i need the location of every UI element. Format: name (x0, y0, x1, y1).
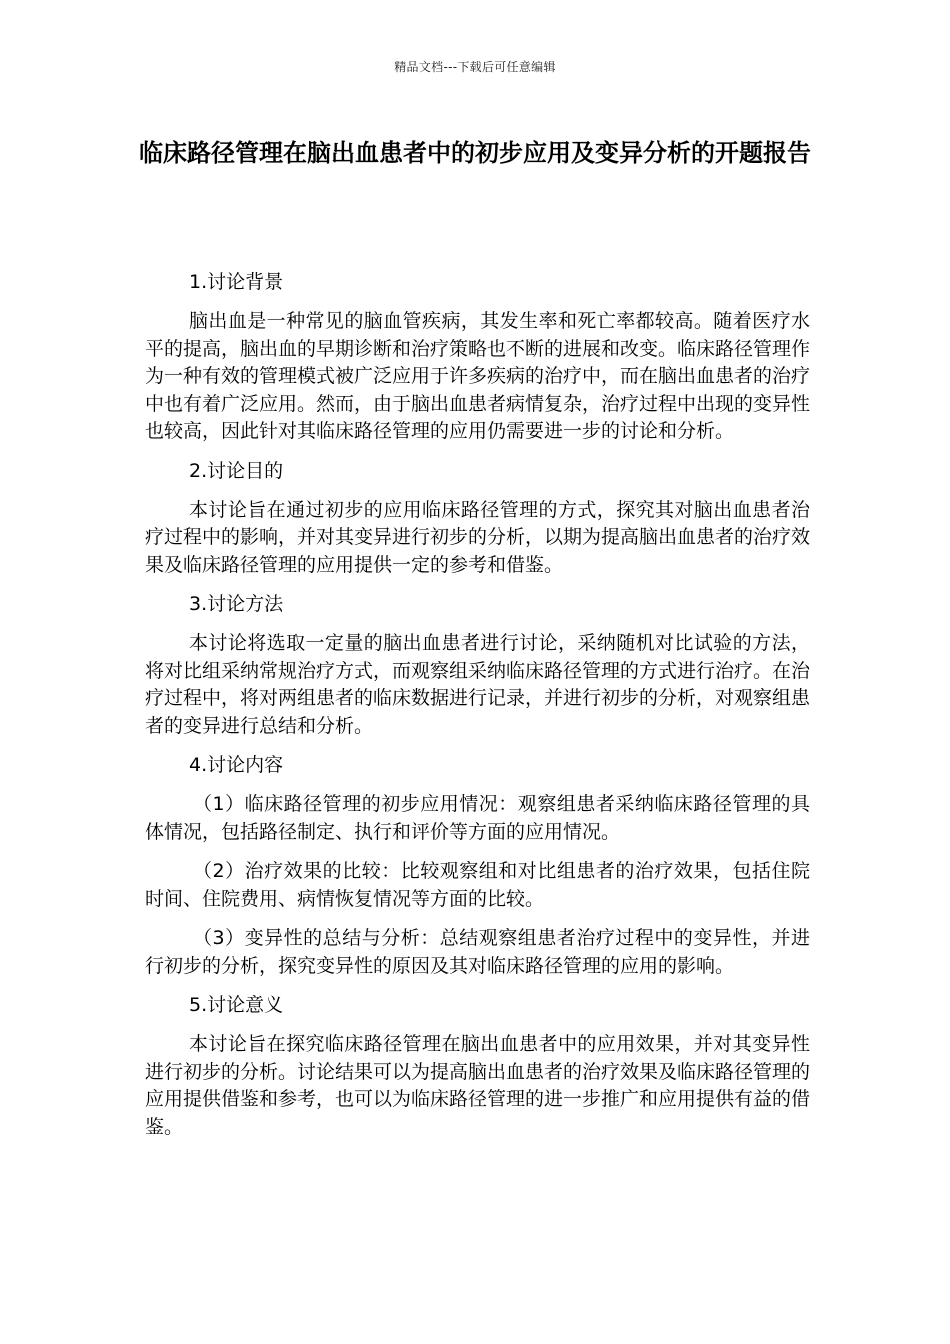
list-item: （3）变异性的总结与分析：总结观察组患者治疗过程中的变异性，并进行初步的分析，探究变异性的原因及其对临床路径管理的应用的影响。 (145, 927, 810, 977)
section-background (145, 269, 810, 446)
section-heading: 4.讨论内容 (189, 754, 284, 776)
paragraph: 脑出血是一种常见的脑血管疾病，其发生率和死亡率都较高。随着医疗水平的提高，脑出血的早期诊断和治疗策略也不断的进展和改变。临床路径管理作为一种有效的管理模式被广泛应用于许多疾病的治疗中，而在脑出血患者的治疗中也有着广泛应用。然而，由于脑出血患者病情复杂，治疗过程中出现的变异性也较高，因此针对其临床路径管理的应用仍需要进一步的讨论和分析。 (145, 310, 811, 442)
section-significance (145, 992, 810, 1141)
section-purpose (145, 458, 810, 580)
paragraph: 本讨论旨在通过初步的应用临床路径管理的方式，探究其对脑出血患者治疗过程中的影响，并对其变异进行初步的分析，以期为提高脑出血患者的治疗效果及临床路径管理的应用提供一定的参考和借鉴。 (145, 498, 811, 576)
section-content (145, 752, 810, 980)
document-title: 临床路径管理在脑出血患者中的初步应用及变异分析的开题报告 (139, 139, 811, 167)
section-heading: 2.讨论目的 (189, 459, 284, 482)
list-item: （2）治疗效果的比较：比较观察组和对比组患者的治疗效果，包括住院时间、住院费用、病情恢复情况等方面的比较。 (145, 860, 810, 910)
document-body (145, 269, 810, 1153)
section-heading: 3.讨论方法 (189, 593, 284, 615)
header-note: 精品文档---下载后可任意编辑 (394, 60, 556, 74)
section-heading: 1.讨论背景 (189, 271, 284, 293)
list-item: （1）临床路径管理的初步应用情况：观察组患者采纳临床路径管理的具体情况，包括路径制定、执行和评价等方面的应用情况。 (145, 793, 810, 843)
section-method (145, 591, 810, 740)
section-heading: 5.讨论意义 (189, 994, 284, 1016)
paragraph: 本讨论旨在探究临床路径管理在脑出血患者中的应用效果，并对其变异性进行初步的分析。讨论结果可以为提高脑出血患者的治疗效果及临床路径管理的应用提供借鉴和参考，也可以为临床路径管理的进一步推广和应用提供有益的借鉴。 (145, 1033, 811, 1138)
paragraph: 本讨论将选取一定量的脑出血患者进行讨论，采纳随机对比试验的方法，将对比组采纳常规治疗方式，而观察组采纳临床路径管理的方式进行治疗。在治疗过程中，将对两组患者的临床数据进行记录，并进行初步的分析，对观察组患者的变异进行总结和分析。 (145, 632, 811, 737)
